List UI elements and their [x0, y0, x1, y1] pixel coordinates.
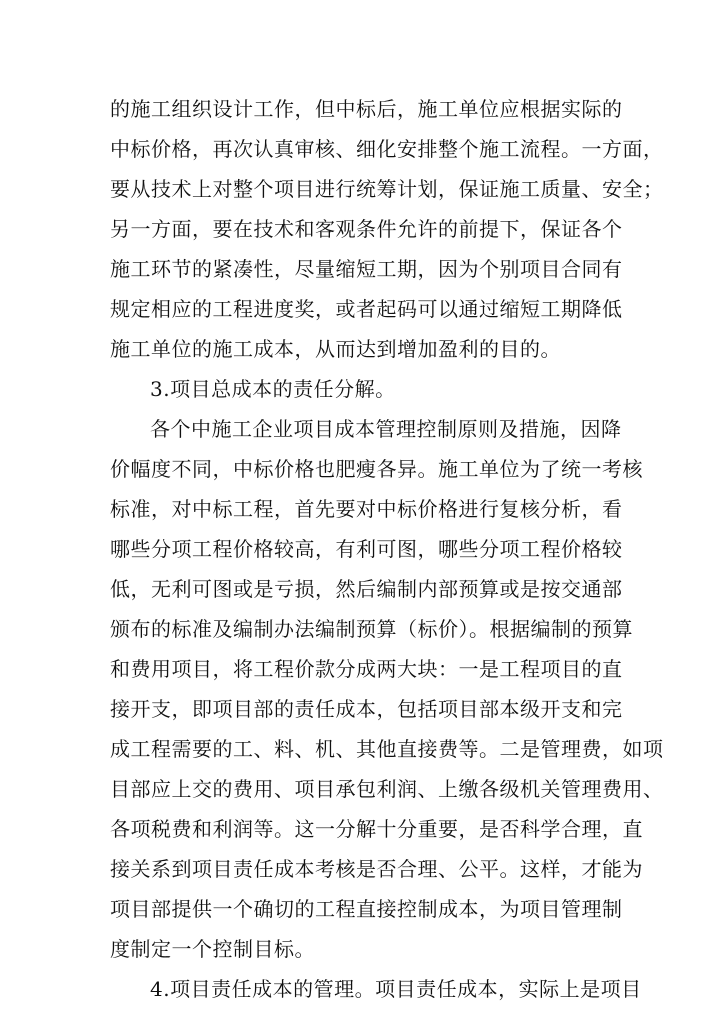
text-line: 接开支，即项目部的责任成本，包括项目部本级开支和完: [110, 697, 623, 721]
body-text: [110, 89, 664, 1009]
text-line: 目部应上交的费用、项目承包利润、上缴各级机关管理费用、: [110, 777, 664, 801]
text-line: 成工程需要的工、料、机、其他直接费等。二是管理费，如项: [110, 737, 664, 761]
text-line: 施工环节的紧凑性，尽量缩短工期，因为个别项目合同有: [110, 257, 623, 281]
text-line: 和费用项目，将工程价款分成两大块：一是工程项目的直: [110, 657, 623, 681]
section-heading: 3.项目总成本的责任分解。: [150, 377, 396, 401]
text-line: 低，无利可图或是亏损，然后编制内部预算或是按交通部: [110, 577, 623, 601]
text-line: 度制定一个控制目标。: [110, 937, 315, 961]
section-heading: 4.项目责任成本的管理。项目责任成本，实际上是项目: [150, 977, 642, 1001]
text-line: 项目部提供一个确切的工程直接控制成本，为项目管理制: [110, 897, 623, 921]
text-line: 标准，对中标工程，首先要对中标价格进行复核分析，看: [110, 497, 623, 521]
paragraph-first-line: 各个中施工企业项目成本管理控制原则及措施，因降: [150, 417, 622, 441]
text-line: 哪些分项工程价格较高，有利可图，哪些分项工程价格较: [110, 537, 623, 561]
text-line: 要从技术上对整个项目进行统筹计划，保证施工质量、安全；: [110, 177, 664, 201]
text-line: 接关系到项目责任成本考核是否合理、公平。这样，才能为: [110, 857, 643, 881]
text-line: 中标价格，再次认真审核、细化安排整个施工流程。一方面，: [110, 137, 664, 161]
text-line: 价幅度不同，中标价格也肥瘦各异。施工单位为了统一考核: [110, 457, 643, 481]
text-line: 颁布的标准及编制办法编制预算（标价）。根据编制的预算: [110, 617, 633, 641]
text-line: 另一方面，要在技术和客观条件允许的前提下，保证各个: [110, 217, 623, 241]
text-line: 的施工组织设计工作，但中标后，施工单位应根据实际的: [110, 97, 623, 121]
text-line: 规定相应的工程进度奖，或者起码可以通过缩短工期降低: [110, 297, 623, 321]
text-line: 各项税费和利润等。这一分解十分重要，是否科学合理，直: [110, 817, 643, 841]
text-line: 施工单位的施工成本，从而达到增加盈利的目的。: [110, 337, 561, 361]
